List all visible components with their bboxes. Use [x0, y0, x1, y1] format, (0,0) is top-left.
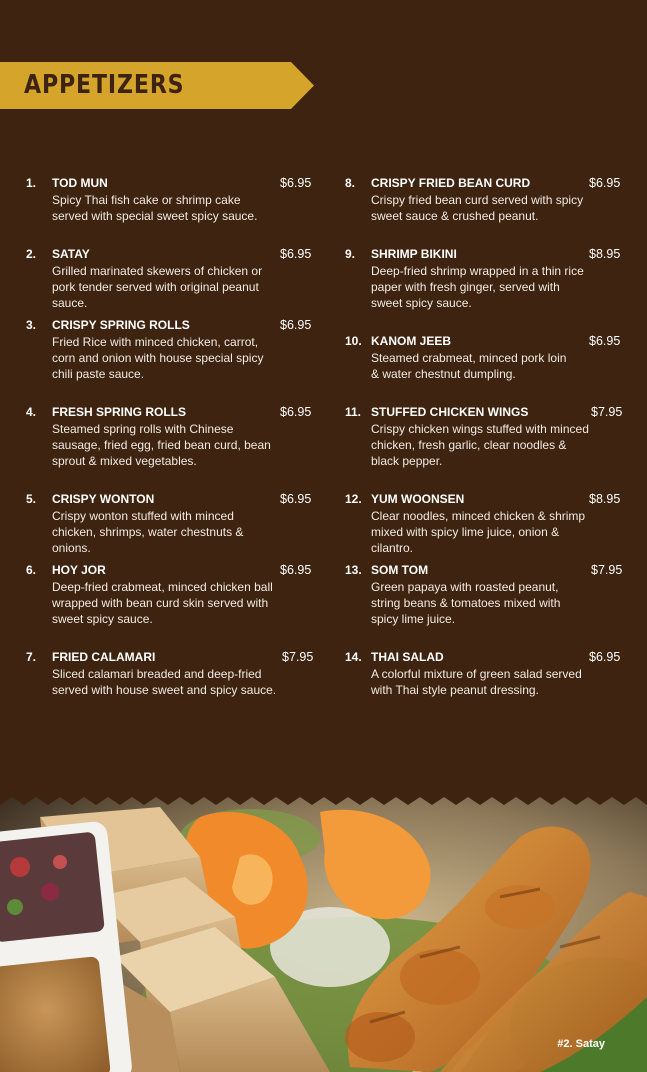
item-price: $6.95 — [589, 650, 621, 664]
item-number: 2. — [26, 247, 37, 261]
item-name: SHRIMP BIKINI — [371, 247, 457, 261]
item-price: $7.95 — [591, 563, 623, 577]
item-number: 8. — [345, 176, 356, 190]
item-price: $8.95 — [589, 247, 621, 261]
item-number: 3. — [26, 318, 37, 332]
item-description: A colorful mixture of green salad served with Thai style peanut dressing. — [371, 667, 582, 697]
item-name: SOM TOM — [371, 563, 429, 577]
item-number: 9. — [345, 247, 356, 261]
item-name: CRISPY SPRING ROLLS — [52, 318, 190, 332]
item-description: Crispy fried bean curd served with spicy sweet sauce & crushed peanut. — [371, 193, 584, 223]
item-number: 7. — [26, 650, 37, 664]
item-name: CRISPY FRIED BEAN CURD — [371, 176, 531, 190]
item-name: TOD MUN — [52, 176, 108, 190]
item-description: Grilled marinated skewers of chicken or pork tender served with original peanut sauce. — [52, 264, 263, 310]
item-price: $6.95 — [280, 176, 312, 190]
item-description: Steamed spring rolls with Chinese sausage, fried egg, fried bean curd, bean sprout & mixed vegetables. — [52, 422, 271, 468]
item-description: Fried Rice with minced chicken, carrot, corn and onion with house special spicy chili paste sauce. — [52, 335, 264, 381]
item-number: 11. — [345, 405, 362, 419]
item-description: Deep-fried shrimp wrapped in a thin rice paper with fresh ginger, served with sweet spicy sauce. — [371, 264, 584, 310]
item-price: $6.95 — [589, 334, 621, 348]
item-name: YUM WOONSEN — [371, 492, 465, 506]
item-name: FRESH SPRING ROLLS — [52, 405, 187, 419]
item-price: $6.95 — [280, 405, 312, 419]
item-name: HOY JOR — [52, 563, 106, 577]
item-number: 12. — [345, 492, 362, 506]
item-price: $6.95 — [280, 247, 312, 261]
item-name: THAI SALAD — [371, 650, 444, 664]
section-banner — [0, 62, 314, 109]
item-number: 14. — [345, 650, 362, 664]
item-description: Crispy chicken wings stuffed with minced chicken, fresh garlic, clear noodles & black pepper. — [371, 422, 589, 468]
item-price: $6.95 — [589, 176, 621, 190]
photo-caption: #2. Satay — [557, 1038, 605, 1050]
item-name: CRISPY WONTON — [52, 492, 155, 506]
item-description: Sliced calamari breaded and deep-fried served with house sweet and spicy sauce. — [52, 667, 277, 697]
item-number: 5. — [26, 492, 37, 506]
item-number: 1. — [26, 176, 37, 190]
item-name: KANOM JEEB — [371, 334, 452, 348]
item-description: Deep-fried crabmeat, minced chicken ball wrapped with bean curd skin served with sweet spicy sauce. — [52, 580, 273, 626]
item-number: 4. — [26, 405, 37, 419]
item-name: SATAY — [52, 247, 90, 261]
item-price: $6.95 — [280, 563, 312, 577]
item-description: Crispy wonton stuffed with minced chicken, shrimps, water chestnuts & onions. — [52, 509, 244, 555]
satay-food-illustration — [0, 797, 647, 1072]
item-price: $6.95 — [280, 492, 312, 506]
item-number: 10. — [345, 334, 362, 348]
item-description: Steamed crabmeat, minced pork loin & water chestnut dumpling. — [371, 351, 567, 381]
item-description: Green papaya with roasted peanut, string beans & tomatoes mixed with spicy lime juice. — [371, 580, 561, 626]
item-price: $7.95 — [591, 405, 623, 419]
item-name: STUFFED CHICKEN WINGS — [371, 405, 529, 419]
item-number: 6. — [26, 563, 37, 577]
item-price: $6.95 — [280, 318, 312, 332]
item-description: Clear noodles, minced chicken & shrimp mixed with spicy lime juice, onion & cilantro. — [371, 509, 586, 555]
item-description: Spicy Thai fish cake or shrimp cake served with special sweet spicy sauce. — [52, 193, 258, 223]
item-price: $7.95 — [282, 650, 314, 664]
item-name: FRIED CALAMARI — [52, 650, 156, 664]
item-number: 13. — [345, 563, 362, 577]
food-photo — [0, 797, 647, 1072]
item-price: $8.95 — [589, 492, 621, 506]
section-title: APPETIZERS — [24, 70, 185, 100]
